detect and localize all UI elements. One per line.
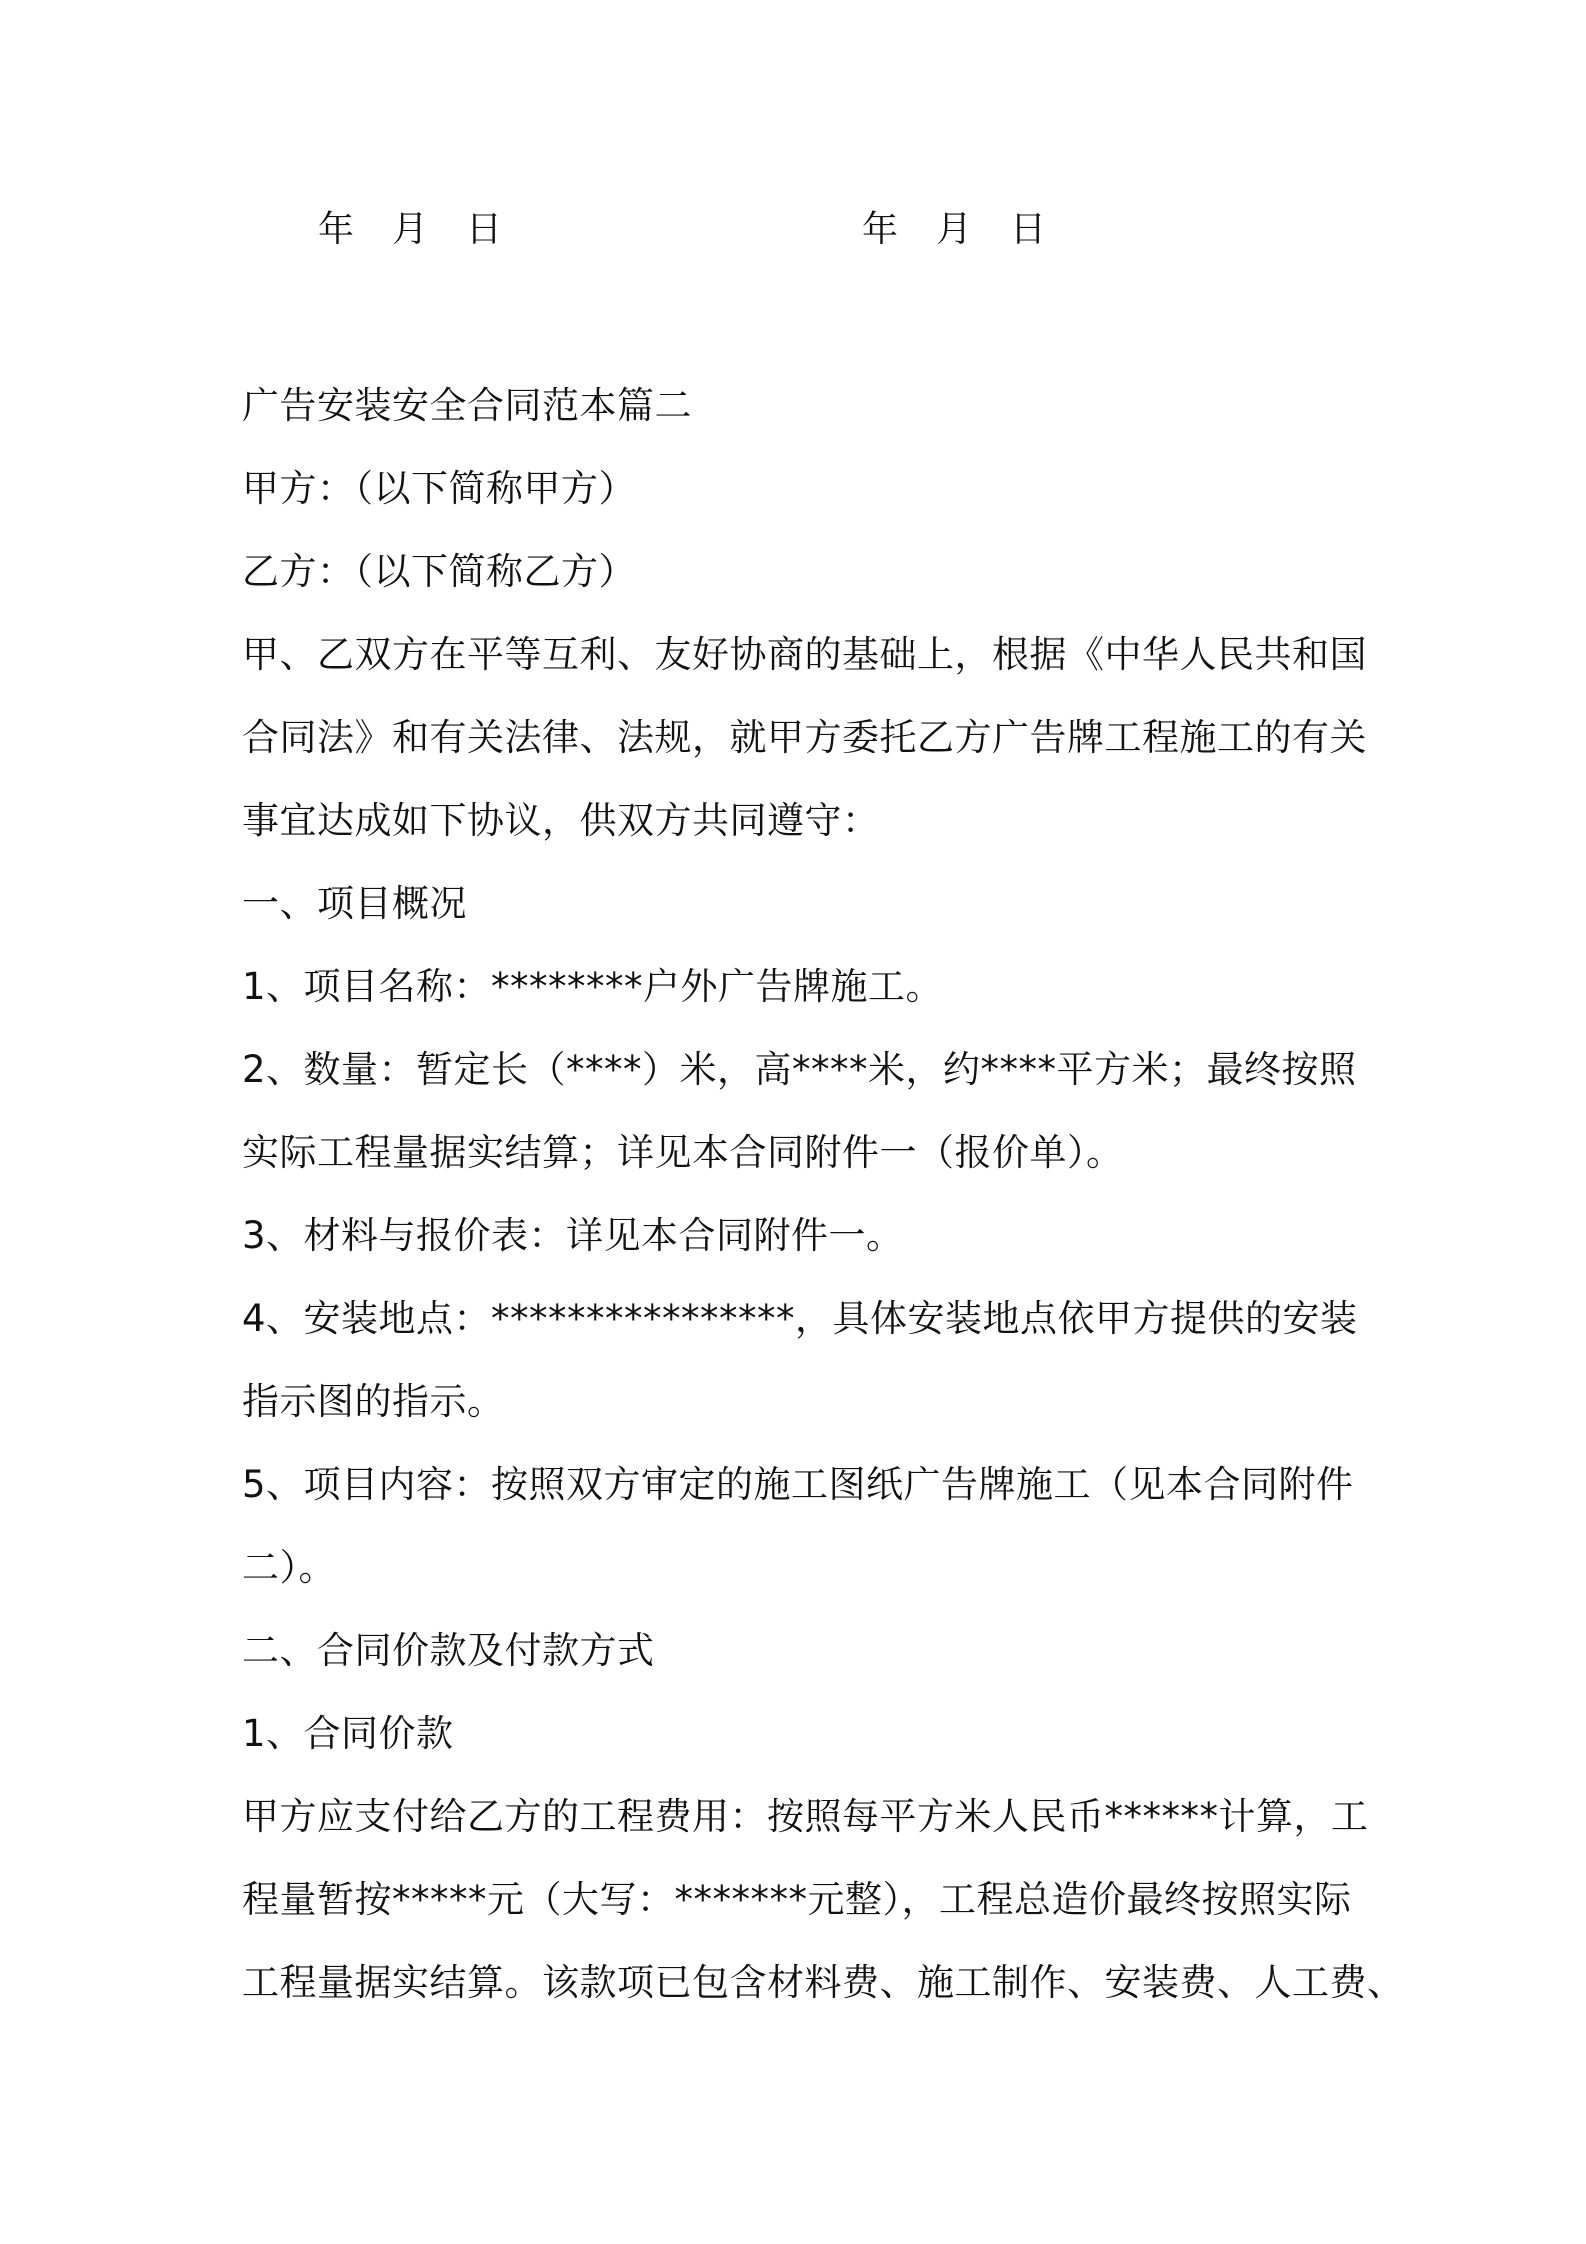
date-left-month: 月 [392, 209, 429, 250]
payment-line-1: 甲方应支付给乙方的工程费用：按照每平方米人民币******计算，工 [242, 1795, 1369, 1838]
section-2-heading: 二、合同价款及付款方式 [242, 1629, 655, 1672]
item-1-2-line-1: 2、数量：暂定长（****）米，高****米，约****平方米；最终按照 [242, 1048, 1357, 1091]
date-left-year: 年 [318, 209, 355, 250]
section-1-heading: 一、项目概况 [242, 882, 467, 925]
item-1-2-line-2: 实际工程量据实结算；详见本合同附件一（报价单）。 [242, 1131, 1124, 1174]
item-1-5-line-1: 5、项目内容：按照双方审定的施工图纸广告牌施工（见本合同附件 [242, 1463, 1354, 1506]
date-right-day: 日 [1010, 209, 1047, 250]
preamble-line-1: 甲、乙双方在平等互利、友好协商的基础上，根据《中华人民共和国 [242, 633, 1367, 676]
document-body [242, 364, 1405, 2024]
date-left-day: 日 [466, 209, 503, 250]
item-1-5-line-2: 二）。 [242, 1546, 336, 1589]
payment-line-3: 工程量据实结算。该款项已包含材料费、施工制作、安装费、人工费、 [242, 1961, 1405, 2004]
preamble-line-2: 合同法》和有关法律、法规，就甲方委托乙方广告牌工程施工的有关 [242, 716, 1367, 759]
date-right [862, 200, 1084, 260]
item-1-4-line-1: 4、安装地点：****************，具体安装地点依甲方提供的安装 [242, 1297, 1358, 1340]
payment-line-2: 程量暂按*****元（大写：*******元整），工程总造价最终按照实际 [242, 1878, 1352, 1921]
preamble-line-3: 事宜达成如下协议，供双方共同遵守： [242, 799, 880, 842]
document-title: 广告安装安全合同范本篇二 [242, 384, 692, 427]
date-right-month: 月 [936, 209, 973, 250]
item-1-1: 1、项目名称：********户外广告牌施工。 [242, 965, 944, 1008]
item-1-4-line-2: 指示图的指示。 [242, 1380, 505, 1423]
item-2-1-heading: 1、合同价款 [242, 1712, 454, 1755]
date-left [318, 200, 540, 260]
date-row [0, 200, 1586, 260]
item-1-3: 3、材料与报价表：详见本合同附件一。 [242, 1214, 904, 1257]
date-right-year: 年 [862, 209, 899, 250]
party-a-line: 甲方：（以下简称甲方） [242, 467, 636, 510]
party-b-line: 乙方：（以下简称乙方） [242, 550, 636, 593]
